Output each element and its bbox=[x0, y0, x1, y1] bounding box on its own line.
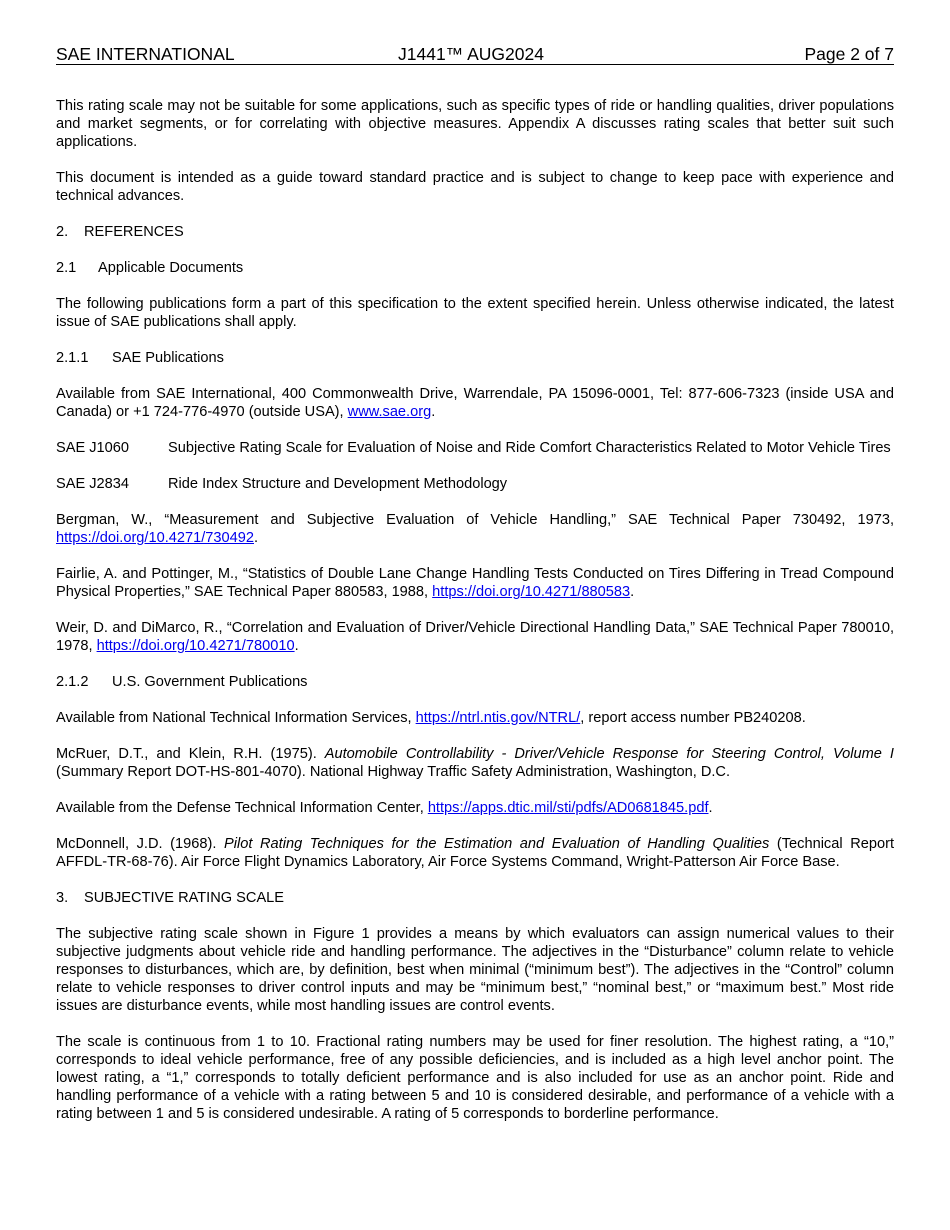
section-2-heading bbox=[56, 223, 894, 241]
section-3-number: 3. bbox=[56, 890, 69, 906]
fairlie-doi-link[interactable]: https://doi.org/10.4271/880583 bbox=[432, 584, 631, 600]
section-3-paragraph-1: The subjective rating scale shown in Figure 1 provides a means by which evaluators can assign numerical values to their subjective judgments about vehicle ride and handling performance. The adjectives in the “Disturbance” column relate to vehicle responses to disturbances, which are, by definition, best when minimal (“minimum best”). The adjectives in the “Control” column relate to vehicle responses to driver control inputs and may be “minimum best,” “nominal best,” or “maximum best.” Most ride issues are disturbance events, while most handling issues are control events. bbox=[56, 926, 894, 1014]
dtic-pdf-link[interactable]: https://apps.dtic.mil/sti/pdfs/AD0681845.pdf bbox=[427, 800, 709, 816]
bergman-citation-text: Bergman, W., “Measurement and Subjective Evaluation of Vehicle Handling,” SAE Technical Paper 730492, 1973, bbox=[56, 512, 894, 528]
mcruer-title: Automobile Controllability - Driver/Vehicle Response for Steering Control, Volume I bbox=[324, 746, 894, 762]
section-3-title: SUBJECTIVE RATING SCALE bbox=[84, 890, 285, 906]
section-2-1-1-number: 2.1.1 bbox=[56, 350, 89, 366]
header-doc-id: J1441™ AUG2024 bbox=[398, 44, 544, 64]
mcruer-details: (Summary Report DOT-HS-801-4070). National Highway Traffic Safety Administration, Washington, D.C. bbox=[56, 764, 731, 780]
page-header bbox=[56, 44, 894, 65]
section-2-1-1-heading bbox=[56, 349, 894, 367]
reference-code: SAE J2834 bbox=[56, 476, 130, 492]
header-page-number: Page 2 of 7 bbox=[804, 44, 894, 64]
intro-paragraph-1: This rating scale may not be suitable for some applications, such as specific types of ride or handling qualities, driver populations and market segments, or for correlating with objective measures. Appendix A discusses rating scales that better suit such applications. bbox=[56, 98, 894, 150]
mcruer-citation bbox=[56, 745, 894, 781]
section-2-number: 2. bbox=[56, 224, 69, 240]
intro-paragraph-2: This document is intended as a guide toward standard practice and is subject to change to keep pace with experience and technical advances. bbox=[56, 170, 894, 204]
ntis-availability-end: , report access number PB240208. bbox=[580, 710, 806, 726]
section-2-1-2-number: 2.1.2 bbox=[56, 674, 89, 690]
fairlie-citation-text: Fairlie, A. and Pottinger, M., “Statistics of Double Lane Change Handling Tests Conducted on Tires Differing in Tread Compound Physical Properties,” SAE Technical Paper 880583, 1988, bbox=[56, 566, 894, 600]
mcdonnell-citation bbox=[56, 835, 894, 871]
section-2-title: REFERENCES bbox=[84, 224, 184, 240]
section-2-1-number: 2.1 bbox=[56, 260, 77, 276]
citation-period: . bbox=[294, 638, 299, 654]
section-2-1-1-title: SAE Publications bbox=[112, 350, 224, 366]
reference-entry bbox=[56, 439, 894, 457]
section-3-heading bbox=[56, 889, 894, 907]
citation-period: . bbox=[708, 800, 713, 816]
mcdonnell-title: Pilot Rating Techniques for the Estimation and Evaluation of Handling Qualities bbox=[224, 836, 770, 852]
reference-code: SAE J1060 bbox=[56, 440, 130, 456]
reference-entry bbox=[56, 475, 894, 493]
sae-availability-text: Available from SAE International, 400 Commonwealth Drive, Warrendale, PA 15096-0001, Tel: 877-606-7323 (inside USA and Canada) or +1 724-776-4970 (outside USA), bbox=[56, 386, 894, 420]
section-2-1-heading bbox=[56, 259, 894, 277]
mcruer-authors: McRuer, D.T., and Klein, R.H. (1975). bbox=[56, 746, 325, 762]
bergman-doi-link[interactable]: https://doi.org/10.4271/730492 bbox=[56, 530, 254, 546]
sae-availability-paragraph bbox=[56, 385, 894, 421]
weir-doi-link[interactable]: https://doi.org/10.4271/780010 bbox=[96, 638, 295, 654]
section-3-paragraph-2: The scale is continuous from 1 to 10. Fractional rating numbers may be used for finer resolution. The highest rating, a “10,” corresponds to ideal vehicle performance, free of any possible deficiencies, and is included as a high level anchor point. The lowest rating, a “1,” corresponds to totally deficient performance and is also included for use as an anchor point. Ride and handling performance of a vehicle with a rating between 5 and 10 is considered desirable, and performance of a vehicle with a rating between 1 and 5 is considered undesirable. A rating of 5 corresponds to borderline performance. bbox=[56, 1034, 894, 1122]
reference-title: Ride Index Structure and Development Methodology bbox=[168, 476, 508, 492]
mcdonnell-details: (Technical Report AFFDL-TR-68-76). Air Force Flight Dynamics Laboratory, Air Force Systems Command, Wright-Patterson Air Force Base. bbox=[56, 836, 894, 870]
ntis-availability-text: Available from National Technical Information Services, bbox=[56, 710, 416, 726]
fairlie-citation bbox=[56, 565, 894, 601]
bergman-citation bbox=[56, 511, 894, 547]
header-org: SAE INTERNATIONAL bbox=[56, 44, 235, 64]
citation-period: . bbox=[254, 530, 259, 546]
dtic-availability-paragraph bbox=[56, 799, 894, 817]
ntis-link[interactable]: https://ntrl.ntis.gov/NTRL/ bbox=[415, 710, 581, 726]
weir-citation bbox=[56, 619, 894, 655]
dtic-availability-text: Available from the Defense Technical Information Center, bbox=[56, 800, 428, 816]
sae-website-link[interactable]: www.sae.org bbox=[347, 404, 432, 420]
weir-citation-text: Weir, D. and DiMarco, R., “Correlation and Evaluation of Driver/Vehicle Directional Handling Data,” SAE Technical Paper 780010, 1978, bbox=[56, 620, 894, 654]
ntis-availability-paragraph bbox=[56, 709, 894, 727]
document-body bbox=[56, 97, 894, 1141]
mcdonnell-authors: McDonnell, J.D. (1968). bbox=[56, 836, 225, 852]
section-2-1-2-heading bbox=[56, 673, 894, 691]
sae-availability-end: . bbox=[431, 404, 436, 420]
reference-title: Subjective Rating Scale for Evaluation of Noise and Ride Comfort Characteristics Related to Motor Vehicle Tires bbox=[168, 440, 891, 456]
citation-period: . bbox=[630, 584, 635, 600]
section-2-1-text: The following publications form a part of this specification to the extent specified herein. Unless otherwise indicated, the latest issue of SAE publications shall apply. bbox=[56, 296, 894, 330]
section-2-1-2-title: U.S. Government Publications bbox=[112, 674, 308, 690]
section-2-1-title: Applicable Documents bbox=[98, 260, 244, 276]
